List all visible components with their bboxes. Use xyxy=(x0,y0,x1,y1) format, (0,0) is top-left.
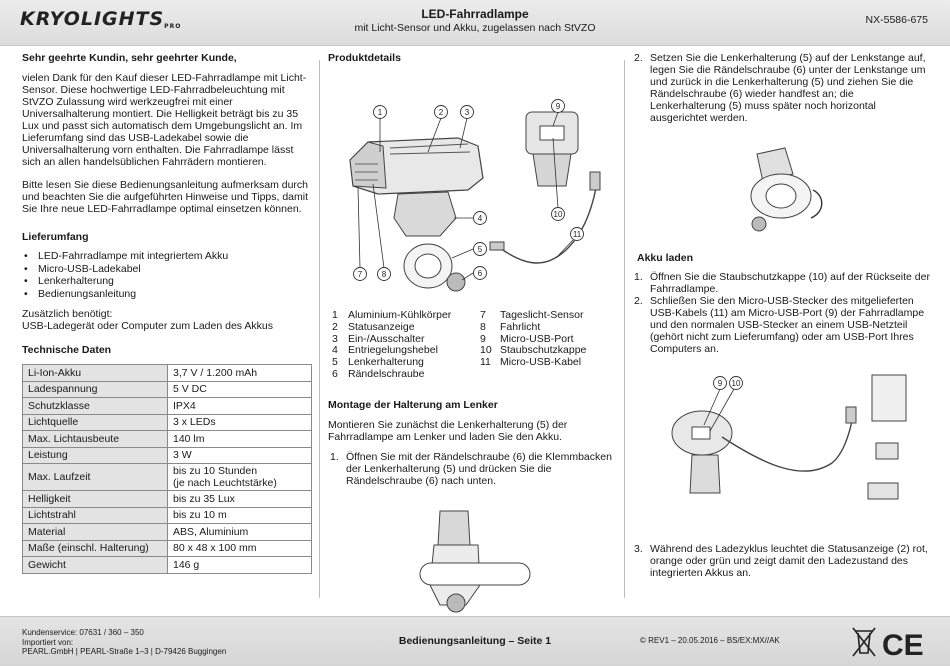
table-row xyxy=(23,557,312,574)
mount-heading: Montage der Halterung am Lenker xyxy=(328,398,498,411)
footer-contact xyxy=(22,628,226,657)
spec-value: 5 V DC xyxy=(168,381,312,398)
required-label: Zusätzlich benötigt: xyxy=(22,308,113,320)
spec-label: Schutzklasse xyxy=(23,398,168,415)
customer-service: Kundenservice: 07631 / 360 – 350 xyxy=(22,628,144,637)
page-footer xyxy=(0,616,950,666)
back-mount xyxy=(533,154,571,186)
middle-column xyxy=(328,52,618,615)
list-item xyxy=(328,451,618,487)
usb-port-outline xyxy=(692,427,710,439)
article-number: NX-5586-675 xyxy=(865,14,928,26)
usb-car-adapter xyxy=(876,443,898,459)
spec-label: Material xyxy=(23,524,168,541)
micro-usb-plug xyxy=(490,242,504,250)
part-label: Entriegelungshebel xyxy=(348,344,438,357)
callout-number: 3 xyxy=(464,108,470,117)
table-row xyxy=(23,431,312,448)
callout-number: 6 xyxy=(477,269,483,278)
usb-power-adapter xyxy=(872,375,906,421)
callout-group xyxy=(714,377,743,390)
spec-label: Maße (einschl. Halterung) xyxy=(23,540,168,557)
table-row xyxy=(23,540,312,557)
brand-suffix: PRO xyxy=(164,23,182,30)
step-text: Schließen Sie den Micro-USB-Stecker des mitgelieferten USB-Kabels (11) am Micro-USB-Port (9) der Fahrradlampe und den normalen USB-Stecker an einem USB-Netzteil (gehört nicht zum Lieferumfang) oder am USB-Port Ihres Computers an. xyxy=(650,295,925,355)
list-item: • Lenkerhalterung xyxy=(22,275,312,288)
list-item xyxy=(632,295,932,355)
callout-line xyxy=(373,184,384,268)
importer-label: Importiert von: xyxy=(22,637,74,647)
spec-label: Ladespannung xyxy=(23,381,168,398)
weee-bin-icon xyxy=(853,628,875,656)
rotate-arrow xyxy=(811,190,822,218)
table-row xyxy=(23,381,312,398)
part-number: 5 xyxy=(332,356,338,369)
document-subtitle: mit Licht-Sensor und Akku, zugelassen nach StVZO xyxy=(354,22,596,34)
part-number: 10 xyxy=(480,344,492,357)
spec-value: 80 x 48 x 100 mm xyxy=(168,540,312,557)
usb-computer-port xyxy=(868,483,898,499)
right-column xyxy=(632,52,932,579)
callout-number: 11 xyxy=(572,230,582,239)
part-label: Statusanzeige xyxy=(348,320,415,333)
part-number: 1 xyxy=(332,309,338,321)
greeting: Sehr geehrte Kundin, sehr geehrter Kunde, xyxy=(22,52,237,64)
list-item xyxy=(632,543,932,579)
required-text: USB-Ladegerät oder Computer zum Laden des Akkus xyxy=(22,320,273,332)
column-divider xyxy=(624,60,625,598)
spec-label: Lichtstrahl xyxy=(23,507,168,524)
spec-value: 3 W xyxy=(168,447,312,464)
step-text: Setzen Sie die Lenkerhalterung (5) auf der Lenkstange auf, legen Sie die Rändelschraube (6) unter der Lenkstange um und zurück in die Lenkerhalterung (5) und ziehen Sie die Rändelschraube (6) wieder handfest an; die Lenkerhalterung (5) muss später noch horizontal ausgerichtet werden. xyxy=(650,52,926,124)
lamp-front xyxy=(350,142,386,188)
spec-label: Max. Laufzeit xyxy=(23,464,168,491)
parts-legend xyxy=(332,310,618,381)
table-row xyxy=(23,524,312,541)
spec-value: 146 g xyxy=(168,557,312,574)
brand-name: KRYOLIGHTS xyxy=(20,8,165,30)
table-row xyxy=(23,491,312,508)
spec-label: Helligkeit xyxy=(23,491,168,508)
knurled-screw xyxy=(447,273,465,291)
callout-number: 10 xyxy=(553,210,563,219)
step-number: 2. xyxy=(634,295,643,307)
table-row xyxy=(23,447,312,464)
part-label: Micro-USB-Kabel xyxy=(500,356,582,369)
table-row xyxy=(23,507,312,524)
callout-number: 9 xyxy=(717,379,723,388)
mount-steps-continued xyxy=(632,52,932,124)
part-label: Aluminium-Kühlkörper xyxy=(348,309,452,321)
part-number: 11 xyxy=(480,356,491,369)
lamp-mount xyxy=(394,192,456,236)
part-label: Lenkerhalterung xyxy=(348,356,424,369)
part-number: 8 xyxy=(480,320,486,333)
callout-number: 7 xyxy=(357,270,363,279)
part-number: 4 xyxy=(332,344,338,357)
charge-heading: Akku laden xyxy=(637,252,694,264)
spec-value: bis zu 35 Lux xyxy=(168,491,312,508)
part-number: 9 xyxy=(480,332,486,345)
part-label: Micro-USB-Port xyxy=(500,332,574,345)
charge-steps-continued xyxy=(632,543,932,579)
table-row xyxy=(23,398,312,415)
intro-text: vielen Dank für den Kauf dieser LED-Fahrradlampe mit Licht-Sensor. Diese hochwertige LED-Fahrradbeleuchtung mit StVZO Zulassung wird werkzeugfrei mit einer Universalhalterung montiert. Die Helligkeit beträgt bis zu 35 Lux und passt sich automatisch dem Umgebungslicht an. Im Lieferumfang sind das USB-Ladekabel sowie die Universalhalterung vorn enthalten. Die Fahrradlampe lässt sich an allen handelsüblichen Fahrrädern montieren. xyxy=(22,72,307,168)
usb-plug xyxy=(846,407,856,423)
list-item: • Micro-USB-Ladekabel xyxy=(22,263,312,276)
part-label: Rändelschraube xyxy=(348,367,425,380)
callout-line xyxy=(358,188,360,268)
spec-label: Lichtquelle xyxy=(23,414,168,431)
callout-number: 10 xyxy=(731,379,741,388)
page-header xyxy=(0,0,950,46)
charge-steps xyxy=(632,271,932,355)
table-row xyxy=(23,414,312,431)
part-number: 6 xyxy=(332,367,338,380)
step-number: 3. xyxy=(634,543,643,555)
list-item xyxy=(632,52,932,124)
knurled-screw xyxy=(752,217,766,231)
callout-line xyxy=(556,240,573,258)
handlebar-section xyxy=(766,184,796,208)
details-heading: Produktdetails xyxy=(328,52,401,64)
usb-port-outline xyxy=(540,126,564,140)
product-diagram xyxy=(328,68,618,300)
callout-number: 8 xyxy=(381,270,387,279)
spec-value: ABS, Aluminium xyxy=(168,524,312,541)
part-label: Tageslicht-Sensor xyxy=(500,309,584,321)
table-row xyxy=(23,365,312,382)
spec-value: bis zu 10 m xyxy=(168,507,312,524)
mount-diagram xyxy=(418,505,618,615)
instructions-text: Bitte lesen Sie diese Bedienungsanleitung aufmerksam durch und beachten Sie die aufgeführten Hinweise und Tipps, damit Sie Ihre neue LED-Fahrradlampe optimal einsetzen können. xyxy=(22,179,309,215)
compliance-marks xyxy=(850,625,930,661)
spec-label: Max. Lichtausbeute xyxy=(23,431,168,448)
charging-diagram xyxy=(662,373,932,533)
callout-number: 2 xyxy=(438,108,444,117)
list-item xyxy=(632,271,932,295)
handlebar xyxy=(420,563,530,585)
step-text: Öffnen Sie die Staubschutzkappe (10) auf der Rückseite der Fahrradlampe. xyxy=(650,271,930,295)
callout-line xyxy=(452,249,473,258)
callout-number: 1 xyxy=(377,108,383,117)
list-item: • Bedienungsanleitung xyxy=(22,288,312,301)
step-number: 1. xyxy=(634,271,643,283)
part-label: Staubschutzkappe xyxy=(500,344,587,357)
spec-value: bis zu 10 Stunden (je nach Leuchtstärke) xyxy=(168,464,312,491)
step-text: Während des Ladezyklus leuchtet die Statusanzeige (2) rot, orange oder grün und zeigt damit den Ladezustand des integrierten Akkus an. xyxy=(650,543,928,579)
spec-value: 3,7 V / 1.200 mAh xyxy=(168,365,312,382)
usb-cable xyxy=(500,188,596,263)
tech-heading: Technische Daten xyxy=(22,344,112,356)
step-text: Öffnen Sie mit der Rändelschraube (6) die Klemmbacken der Lenkerhalterung (5) und drücken Sie die Rändelschraube (6) nach unten. xyxy=(346,450,612,487)
scope-list xyxy=(22,250,312,300)
scope-heading: Lieferumfang xyxy=(22,231,89,243)
document-title: LED-Fahrradlampe xyxy=(421,7,529,21)
clamp-hole xyxy=(415,254,441,278)
mount-top xyxy=(438,511,470,545)
step-number: 2. xyxy=(634,52,643,64)
callout-number: 4 xyxy=(477,214,483,223)
tech-table xyxy=(22,364,312,574)
ce-mark: CE xyxy=(882,629,924,661)
revision-info: © REV1 – 20.05.2016 – BS/EX:MX//AK xyxy=(640,636,780,645)
spec-value: IPX4 xyxy=(168,398,312,415)
part-label: Ein-/Ausschalter xyxy=(348,332,425,345)
part-number: 2 xyxy=(332,320,338,333)
brand-logo xyxy=(20,8,181,30)
lamp-mount xyxy=(690,455,720,493)
usb-plug xyxy=(590,172,600,190)
spec-value: 140 lm xyxy=(168,431,312,448)
part-label: Fahrlicht xyxy=(500,320,541,333)
callout-number: 5 xyxy=(477,245,483,254)
page-label: Bedienungsanleitung – Seite 1 xyxy=(398,635,552,647)
step-number: 1. xyxy=(330,450,339,463)
table-row xyxy=(23,464,312,491)
mount-closed-diagram xyxy=(737,144,857,232)
importer-address: PEARL.GmbH | PEARL-Straße 1–3 | D-79426 Buggingen xyxy=(22,647,227,656)
callout-number: 9 xyxy=(555,102,561,111)
spec-label: Gewicht xyxy=(23,557,168,574)
mount-intro: Montieren Sie zunächst die Lenkerhalterung (5) der Fahrradlampe am Lenker und laden Sie den Akku. xyxy=(328,418,568,443)
column-divider xyxy=(319,60,320,598)
spec-value: 3 x LEDs xyxy=(168,414,312,431)
part-number: 3 xyxy=(332,332,338,345)
usb-cable xyxy=(722,421,852,471)
left-column xyxy=(22,52,312,574)
spec-label: Leistung xyxy=(23,447,168,464)
list-item: • LED-Fahrradlampe mit integriertem Akku xyxy=(22,250,312,263)
knurled-screw xyxy=(447,594,465,612)
part-number: 7 xyxy=(480,309,486,321)
spec-label: Li-Ion-Akku xyxy=(23,365,168,382)
mount-steps xyxy=(328,451,618,487)
